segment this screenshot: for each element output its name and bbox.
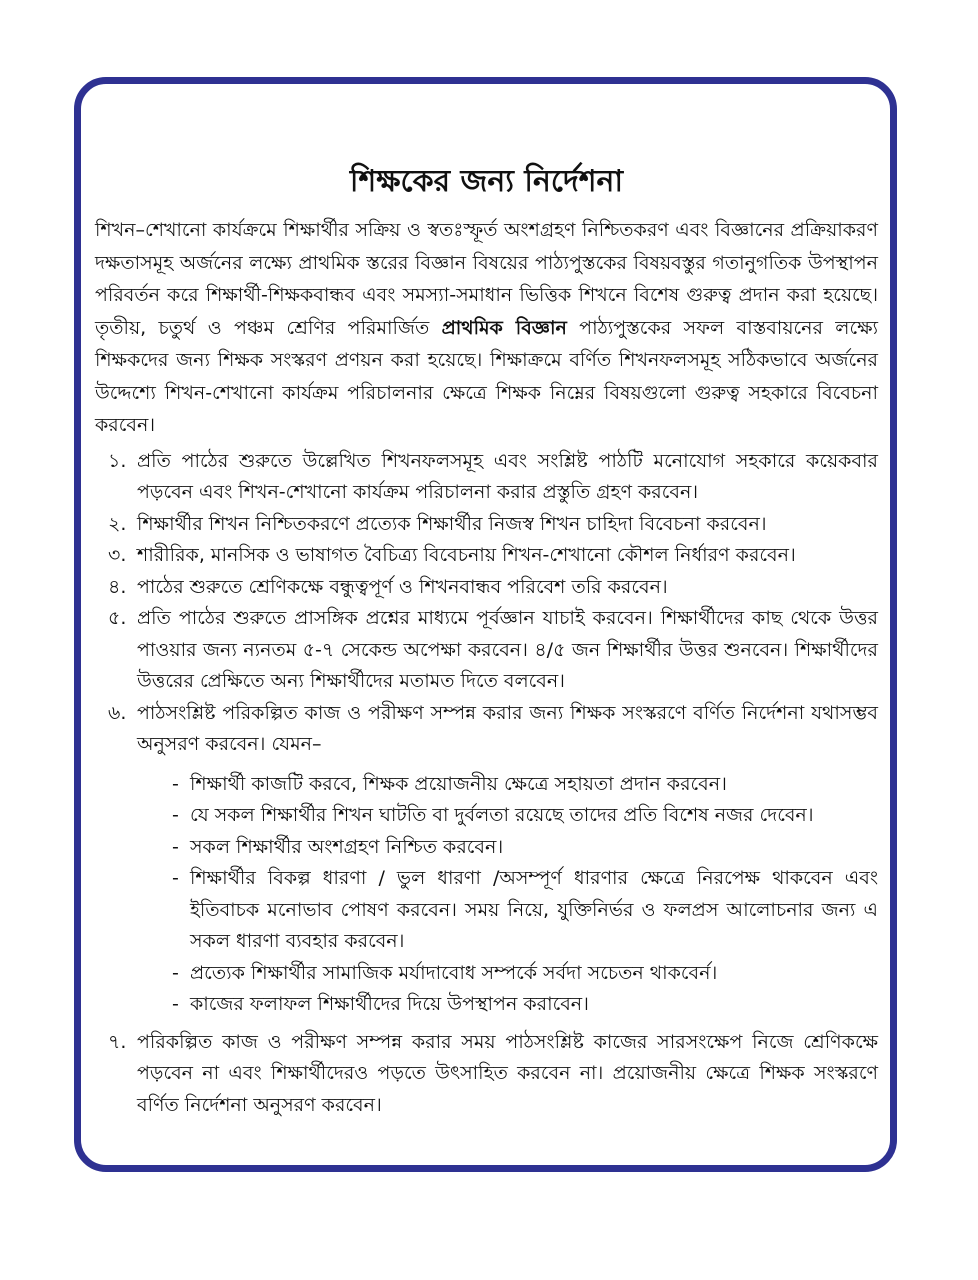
item-number: ২. [108, 512, 127, 535]
list-item [95, 698, 878, 761]
dash-marker: - [172, 835, 179, 858]
page-title: শিক্ষকের জন্য নির্দেশনা [349, 164, 624, 199]
list-item [95, 509, 878, 541]
sub-item-text: শিক্ষার্থীর বিকল্প ধারণা / ভুল ধারণা /অসম্পূর্ণ ধারণার ক্ষেত্রে নিরপেক্ষ থাকবেন এবং ইতিবাচক মনোভাব পোষণ করবেন। সময় নিয়ে, যুক্তিনির্ভর ও ফলপ্রস আলোচনার জন্য এ সকল ধারণা ব্যবহার করবেন। [190, 867, 878, 952]
dash-marker: - [172, 804, 179, 826]
item-text: পরিকল্পিত কাজ ও পরীক্ষণ সম্পন্ন করার সময় পাঠসংশ্লিষ্ট কাজের সারসংক্ষেপ নিজে শ্রেণিকক্ষে পড়বেন না এবং শিক্ষার্থীদেরও পড়তে উৎসাহিত করবেন না। প্রয়োজনীয় ক্ষেত্রে শিক্ষক সংস্করণে বর্ণিত নির্দেশনা অনুসরণ করবেন। [137, 1030, 878, 1116]
sub-list-item [172, 832, 878, 864]
item-number: ৬. [108, 701, 127, 724]
list-item [95, 446, 878, 509]
intro-paragraph [95, 214, 878, 442]
sub-list [172, 769, 878, 1021]
sub-list-item [172, 769, 878, 801]
sub-item-text: শিক্ষার্থী কাজটি করবে, শিক্ষক প্রয়োজনীয় ক্ষেত্রে সহায়তা প্রদান করবেন। [190, 772, 727, 795]
list-item [95, 603, 878, 698]
intro-text-part2: পাঠ্যপুস্তকের সফল বাস্তবায়নের লক্ষ্যে শিক্ষকদের জন্য শিক্ষক সংস্করণ প্রণয়ন করা হয়েছে। শিক্ষাক্রমে বর্ণিত শিখনফলসমূহ সঠিকভাবে অর্জনের উদ্দেশ্যে শিখন-শেখানো কার্যক্রম পরিচালনার ক্ষেত্রে শিক্ষক নিম্নের বিষয়গুলো গুরুত্ব সহকারে বিবেচনা করবেন। [95, 316, 878, 436]
sub-list-item [172, 958, 878, 990]
item-text: প্রতি পাঠের শুরুতে প্রাসঙ্গিক প্রশ্নের মাধ্যমে পূর্বজ্ঞান যাচাই করবেন। শিক্ষার্থীদের কাছ থেকে উত্তর পাওয়ার জন্য ন্যনতম ৫-৭ সেকেন্ড অপেক্ষা করবেন। ৪/৫ জন শিক্ষার্থীর উত্তর শুনবেন। শিক্ষার্থীদের উত্তরের প্রেক্ষিতে অন্য শিক্ষার্থীদের মতামত দিতে বলবেন। [137, 607, 878, 692]
instructions-content [95, 162, 878, 1121]
item-number: ৩. [108, 544, 127, 566]
instruction-list [95, 446, 878, 1122]
dash-marker: - [172, 961, 179, 984]
item-number: ১. [108, 449, 127, 472]
intro-bold-text: প্রাথমিক বিজ্ঞান [441, 316, 567, 339]
sub-item-text: প্রত্যেক শিক্ষার্থীর সামাজিক মর্যাদাবোধ সম্পর্কে সর্বদা সচেতন থাকবের্ন। [190, 961, 718, 984]
sub-list-item [172, 989, 878, 1021]
item-number: ৫. [108, 607, 127, 629]
item-number: ৪. [108, 575, 127, 598]
sub-list-item [172, 863, 878, 958]
dash-marker: - [172, 867, 179, 889]
sub-item-text: সকল শিক্ষার্থীর অংশগ্রহণ নিশ্চিত করবেন। [190, 835, 504, 858]
intro-text-part1: শিখন–শেখানো কার্যক্রমে শিক্ষার্থীর সক্রিয় ও স্বতঃস্ফূর্ত অংশগ্রহণ নিশ্চিতকরণ এবং বিজ্ঞানের প্রক্রিয়াকরণ দক্ষতাসমূহ অর্জনের লক্ষ্যে প্রাথমিক স্তরের বিজ্ঞান বিষয়ের পাঠ্যপুস্তকের বিষয়বস্তুর গতানুগতিক উপস্থাপন পরিবর্তন করে শিক্ষার্থী-শিক্ষকবান্ধব এবং সমস্যা-সমাধান ভিত্তিক শিখনে বিশেষ গুরুত্ব প্রদান করা হয়েছে। তৃতীয়, চতুর্থ ও পঞ্চম শ্রেণির পরিমার্জিত [95, 219, 878, 339]
dash-marker: - [172, 772, 179, 795]
dash-marker: - [172, 993, 179, 1015]
list-item [95, 1027, 878, 1122]
item-text: শিক্ষার্থীর শিখন নিশ্চিতকরণে প্রত্যেক শিক্ষার্থীর নিজস্ব শিখন চাহিদা বিবেচনা করবেন। [137, 512, 767, 535]
item-text: শারীরিক, মানসিক ও ভাষাগত বৈচিত্র্য বিবেচনায় শিখন-শেখানো কৌশল নির্ধারণ করবেন। [137, 544, 796, 566]
item-text: প্রতি পাঠের শুরুতে উল্লেখিত শিখনফলসমূহ এবং সংশ্লিষ্ট পাঠটি মনোযোগ সহকারে কয়েকবার পড়বেন এবং শিখন-শেখানো কার্যক্রম পরিচালনা করার প্রস্তুতি গ্রহণ করবেন। [137, 449, 878, 503]
sub-item-text: কাজের ফলাফল শিক্ষার্থীদের দিয়ে উপস্থাপন করাবেন। [190, 993, 589, 1015]
sub-item-text: যে সকল শিক্ষার্থীর শিখন ঘাটতি বা দুর্বলতা রয়েছে তাদের প্রতি বিশেষ নজর দেবেন। [190, 804, 814, 826]
item-number: ৭. [108, 1030, 127, 1053]
list-item [95, 540, 878, 572]
sub-list-item [172, 800, 878, 832]
item-text: পাঠসংশ্লিষ্ট পরিকল্পিত কাজ ও পরীক্ষণ সম্পন্ন করার জন্য শিক্ষক সংস্করণে বর্ণিত নির্দেশনা যথাসম্ভব অনুসরণ করবেন। যেমন– [137, 701, 878, 755]
list-item [95, 572, 878, 604]
item-text: পাঠের শুরুতে শ্রেণিকক্ষে বন্ধুত্বপূর্ণ ও শিখনবান্ধব পরিবেশ তরি করবেন। [137, 575, 668, 598]
